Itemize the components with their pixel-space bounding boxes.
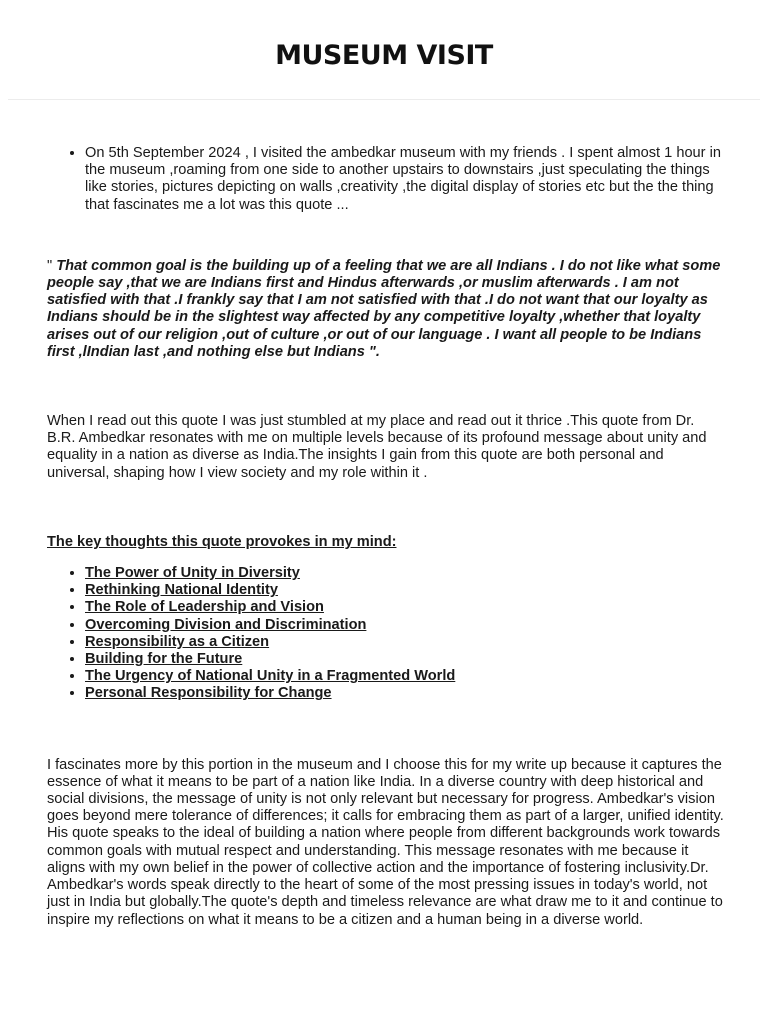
quote-open-mark: " [47, 257, 53, 274]
list-item: • Building for the Future [85, 651, 725, 668]
list-item: • Responsibility as a Citizen [85, 634, 725, 651]
closing-paragraph: I fascinates more by this portion in the museum and I choose this for my write up because it captures the essence of what it means to be part of a nation like India. In a diverse country with deep historical and social divisions, the message of unity is not only relevant but necessary for progress. Ambedkar's vision goes beyond mere tolerance of differences; it calls for embracing them as part of a larger, unified identity. His quote speaks to the ideal of building a nation where people from different backgrounds work towards common goals with mutual respect and understanding. This message resonates with me because it aligns with my own belief in the power of collective action and the importance of fostering inclusivity.Dr. Ambedkar's words speak directly to the heart of some of the most pressing issues in today's world, not just in India but globally.The quote's depth and timeless relevance are what draw me to it and continue to inspire my reflections on what it means to be a citizen and a human being in a diverse world. [47, 756, 724, 928]
page-title: MUSEUM VISIT [275, 40, 493, 71]
list-item: • The Urgency of National Unity in a Fragmented World [85, 668, 725, 685]
quote-text: That common goal is the building up of a feeling that we are all Indians . I do not like what some people say ,that we are Indians first and Hindus afterwards ,or muslim afterwards . I am not satisfied with that .I frankly say that I am not satisfied with that .I do not want that our loyalty as Indians should be in the slightest way affected by any competitive loyalty ,whether that loyalty arises out of our religion ,out of culture ,or out of our language . I want all people to be Indians first ,lIndian last ,and nothing else but Indians ". [47, 257, 721, 360]
key-thoughts-heading: The key thoughts this quote provokes in my mind: [47, 533, 397, 550]
intro-list [47, 145, 725, 214]
document-body [47, 145, 725, 929]
intro-paragraph: • On 5th September 2024 , I visited the ambedkar museum with my friends . I spent almost 1 hour in the museum ,roaming from one side to another upstairs to downstairs ,just speculating the things like stories, pictures depicting on walls ,creativity ,the digital display of stories etc but the the thing that fascinates me a lot was this quote ... [85, 145, 725, 214]
list-item: • The Role of Leadership and Vision [85, 599, 725, 616]
list-item: • Rethinking National Identity [85, 582, 725, 599]
list-item: • The Power of Unity in Diversity [85, 565, 725, 582]
reflection-paragraph: When I read out this quote I was just stumbled at my place and read out it thrice .This quote from Dr. B.R. Ambedkar resonates with me on multiple levels because of its profound message about unity and equality in a nation as diverse as India.The insights I gain from this quote are both personal and universal, shaping how I view society and my role within it . [47, 413, 707, 481]
key-thoughts-list [47, 565, 725, 703]
list-item: • Personal Responsibility for Change [85, 685, 725, 702]
list-item: • Overcoming Division and Discrimination [85, 617, 725, 634]
title-divider [8, 99, 760, 100]
ambedkar-quote [47, 258, 725, 361]
